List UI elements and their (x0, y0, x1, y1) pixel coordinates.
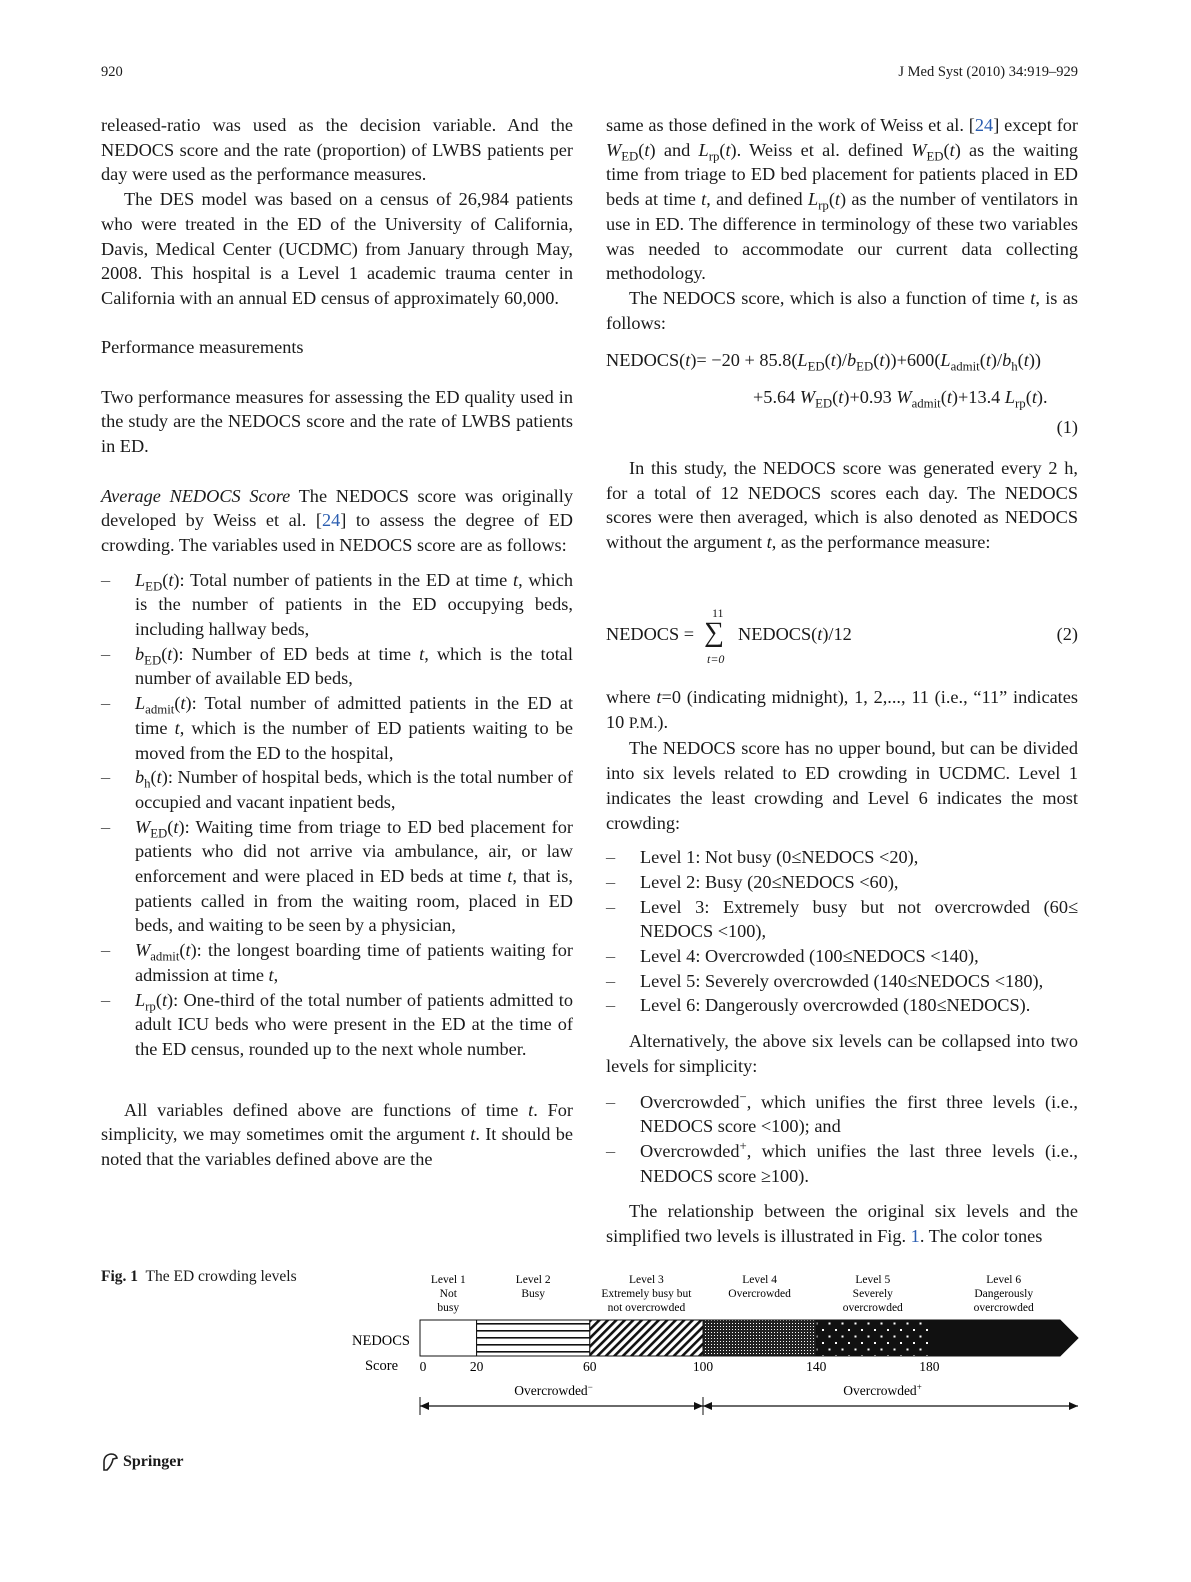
publisher-name: Springer (123, 1453, 184, 1470)
italic-text: t (167, 643, 173, 664)
figure-caption-text: The ED crowding levels (145, 1268, 297, 1285)
level-segment (477, 1320, 590, 1356)
italic-text: t (725, 139, 731, 160)
axis-label-score: Score (364, 1358, 398, 1374)
paragraph: Alternatively, the above six levels can be collapsed into two levels for simplicity: (606, 1031, 1078, 1076)
page-number: 920 (101, 64, 123, 80)
level-label: Level 2 (515, 1274, 551, 1286)
italic-text: L (1004, 387, 1016, 407)
italic-text: t (161, 989, 168, 1010)
equation-1-line-2: +5.64 $W_{ED}(t)+0.93$ $W_{admit}(t)+13.4$ $L_{rp}(t)$. (753, 387, 1048, 411)
figure-label: Fig. 1 (101, 1268, 139, 1285)
italic-text: L (135, 989, 146, 1010)
subscript: rp (145, 999, 156, 1014)
italic-text: t (156, 767, 162, 788)
group-label: Overcrowded+ (843, 1382, 922, 1398)
level-label: Level 3 (628, 1274, 664, 1286)
subscript: rp (1015, 396, 1026, 411)
list-item: – $b_{ED}(t)$: Number of ED beds at time t, which is the total number of available ED beds, (101, 642, 573, 691)
italic-text: t (656, 687, 662, 707)
italic-text: t (817, 624, 823, 644)
subscript: ED (815, 396, 833, 411)
list-item: – $W_{ED}(t)$: Waiting time from triage to ED bed placement for patients who did not arrive via ambulance, air, or law enforcement and were placed in ED beds at time t, that is, patients called in from the waiting room, placed in ED beds, and waiting to be seen by a physician, (101, 815, 573, 939)
italic-text: t (1030, 287, 1036, 308)
subscript: admit (150, 949, 180, 964)
subscript: admit (950, 359, 980, 374)
subscript: ED (144, 653, 162, 668)
subscript: h (144, 776, 151, 791)
list-item: – $L_{ED}(t)$: Total number of patients in the ED at time t, which is the number of patients in the ED occupying beds, including hallway beds, (101, 568, 573, 642)
subscript: admit (145, 702, 175, 717)
arrow-head-left (420, 1402, 429, 1410)
paragraph: released-ratio was used as the decision variable. And the NEDOCS score and the rate (proportion) of LWBS patients per day were used as the performance measures. (101, 115, 573, 185)
equation-2-rhs: NEDOCS(t)/12 (738, 624, 852, 644)
italic-text: t (949, 139, 955, 160)
italic-text: L (940, 350, 951, 370)
level-segment (703, 1320, 816, 1356)
level-label: busy (437, 1302, 460, 1314)
italic-text: t (528, 1099, 534, 1120)
italic-text: t (1031, 387, 1037, 407)
italic-text: t (946, 387, 952, 407)
equation-2-lhs: NEDOCS = (606, 624, 695, 644)
list-item: – $L_{rp}(t)$: One-third of the total number of patients admitted to adult ICU beds who were present in the ED at the time of the ED census, rounded up to the next whole number. (101, 988, 573, 1062)
italic-text: t (701, 189, 707, 210)
list-item: – Level 4: Overcrowded (100≤NEDOCS <140), (606, 944, 1078, 969)
running-header: J Med Syst (2010) 34:919–929 (898, 64, 1078, 80)
list-item: – Level 5: Severely overcrowded (140≤NEDOCS <180), (606, 969, 1078, 994)
superscript: + (739, 1138, 747, 1153)
springer-horse-icon (101, 1452, 119, 1472)
italic-text: W (799, 387, 816, 407)
list-item: – $W_{admit}(t)$: the longest boarding time of patients waiting for admission at time t, (101, 938, 573, 987)
subscript: rp (818, 198, 829, 213)
italic-text: t (470, 1124, 476, 1145)
tick-label: 140 (806, 1359, 827, 1374)
paragraph: same as those defined in the work of Weiss et al. [24] except for $W_{ED}(t)$ and $L_{rp}(t)$. Weiss et al. defined $W_{ED}(t)$ as the waiting time from triage to ED bed placement for patients placed in ED beds at time t, and defined $L_{rp}(t)$ as the number of ventilators in use in ED. The difference in terminology of these two variables was needed to accommodate our current data collecting methodology. (606, 115, 1079, 284)
paragraph: All variables defined above are functions of time t. For simplicity, we may sometimes omit the argument t. It should be noted that the variables defined above are the (101, 1099, 573, 1170)
italic-text: t (830, 350, 836, 370)
level-label: overcrowded (973, 1302, 1034, 1314)
italic-text: L (698, 139, 709, 160)
paragraph: Two performance measures for assessing the ED quality used in the study are the NEDOCS score and the rate of LWBS patients in ED. (101, 386, 573, 457)
level-label: Level 4 (742, 1274, 778, 1286)
italic-text: t (180, 693, 186, 714)
italic-text: L (797, 350, 808, 370)
italic-text: L (807, 189, 819, 210)
italic-text: L (135, 569, 146, 590)
level-label: not overcrowded (607, 1302, 686, 1314)
italic-text: t (168, 569, 174, 590)
level-label: Level 1 (430, 1274, 466, 1286)
level-label: Level 5 (855, 1274, 891, 1286)
subscript: ED (621, 149, 639, 164)
italic-text: W (896, 387, 912, 407)
level-label: overcrowded (842, 1302, 903, 1314)
list-item: – Overcrowded+, which unifies the last three levels (i.e., NEDOCS score ≥100). (606, 1139, 1078, 1188)
level-segment (816, 1320, 929, 1356)
summation-symbol: ∑ (704, 617, 724, 648)
level-label: Overcrowded (728, 1288, 791, 1300)
paragraph: where t=0 (indicating midnight), 1, 2,..., 11 (i.e., “11” indicates 10 P.M.). (606, 687, 1078, 732)
subscript: ED (856, 359, 874, 374)
reference-link[interactable]: 1 (910, 1226, 920, 1247)
italic-text: b (135, 767, 145, 788)
subscript: admit (911, 396, 941, 411)
level-label: Level 6 (986, 1274, 1022, 1286)
list-item: – Overcrowded−, which unifies the first three levels (i.e., NEDOCS score <100); and (606, 1090, 1078, 1139)
italic-text: b (1002, 350, 1012, 370)
italic-text: t (174, 717, 180, 738)
level-label: Dangerously (974, 1288, 1034, 1300)
italic-text: t (173, 816, 179, 837)
italic-text: t (512, 569, 519, 590)
list-item: – Level 3: Extremely busy but not overcrowded (60≤ NEDOCS <100), (606, 895, 1078, 944)
equation-1-number: (1) (1056, 417, 1078, 437)
tick-label: 60 (583, 1359, 597, 1374)
paragraph: In this study, the NEDOCS score was generated every 2 h, for a total of 12 NEDOCS scores each day. The NEDOCS scores were then averaged, which is also denoted as NEDOCS without the argument t, as the performance measure: (606, 458, 1078, 553)
italic-text: t (766, 532, 772, 553)
italic-text: t (685, 350, 691, 370)
reference-link[interactable]: 24 (321, 510, 341, 531)
reference-link[interactable]: 24 (974, 115, 994, 135)
publisher-logo (101, 1452, 183, 1472)
arrow-head-right (1069, 1402, 1078, 1410)
paragraph: The NEDOCS score has no upper bound, but can be divided into six levels related to ED crowding in UCDMC. Level 1 indicates the least crowding and Level 6 indicates the most crowding: (606, 738, 1078, 833)
italic-text: L (135, 693, 146, 714)
italic-text: W (911, 139, 927, 160)
italic-text: t (834, 189, 840, 210)
italic-text: t (507, 866, 513, 887)
list-item: – $L_{admit}(t)$: Total number of admitted patients in the ED at time t, which is the number of ED patients waiting to be moved from the ED to the hospital, (101, 691, 573, 765)
section-heading: Performance measurements (101, 337, 304, 358)
subscript: h (1011, 359, 1018, 374)
italic-text: t (419, 643, 425, 664)
level-segment (420, 1320, 477, 1356)
list-item: – $b_h(t)$: Number of hospital beds, which is the total number of occupied and vacant inpatient beds, (101, 765, 573, 814)
subscript: ED (150, 826, 168, 841)
sum-lower-limit: t=0 (707, 652, 725, 666)
list-item: – Level 6: Dangerously overcrowded (180≤NEDOCS). (606, 993, 1078, 1018)
italic-text: W (135, 940, 151, 961)
level-segment (929, 1320, 1078, 1356)
italic-text: t (644, 139, 650, 160)
equation-2-number: (2) (1056, 624, 1078, 644)
tick-label: 20 (469, 1359, 484, 1374)
italic-text: b (847, 350, 857, 370)
italic-text: b (135, 643, 145, 664)
subscript: rp (708, 149, 720, 164)
tick-label: 100 (692, 1359, 714, 1374)
italic-text: t (185, 940, 191, 961)
italic-text: t (838, 387, 844, 407)
group-label: Overcrowded− (514, 1382, 593, 1398)
italic-text: Average NEDOCS Score (101, 485, 291, 506)
tick-label: 180 (919, 1359, 940, 1374)
italic-text: t (985, 350, 991, 370)
italic-text: t (879, 350, 885, 370)
tick-label: 0 (419, 1359, 427, 1374)
arrow-head-right (694, 1402, 703, 1410)
level-label: Busy (521, 1288, 546, 1300)
paragraph: The DES model was based on a census of 26,984 patients who were treated in the ED of the University of California, Davis, Medical Center (UCDMC) from January through May, 2008. This hospital is a Level 1 academic trauma center in California with an annual ED census of approximately 60,000. (101, 189, 573, 308)
italic-text: t (268, 964, 274, 985)
paragraph: The relationship between the original six levels and the simplified two levels is illustrated in Fig. 1. The color tones (606, 1201, 1078, 1247)
italic-text: W (606, 139, 622, 160)
level-label: Severely (852, 1288, 893, 1300)
level-label: Extremely busy but (601, 1288, 692, 1300)
list-item: – Level 1: Not busy (0≤NEDOCS <20), (606, 845, 1078, 870)
list-item: – Level 2: Busy (20≤NEDOCS <60), (606, 870, 1078, 895)
italic-text: t (1023, 350, 1029, 370)
italic-text: W (135, 816, 151, 837)
paragraph: Average NEDOCS Score The NEDOCS score was originally developed by Weiss et al. [24] to assess the degree of ED crowding. The variables used in NEDOCS score are as follows: (101, 485, 574, 555)
superscript: − (739, 1089, 747, 1104)
subscript: ED (807, 359, 825, 374)
axis-label-nedocs: NEDOCS (351, 1333, 410, 1349)
level-segment (590, 1320, 703, 1356)
subscript: ED (926, 149, 944, 164)
sum-upper-limit: 11 (712, 606, 724, 620)
subscript: ED (145, 579, 163, 594)
equation-1-line-1: NEDOCS(t)= $-20 + 85.8(L_{ED}(t)/b_{ED}(t))+600(L_{admit}(t)/b_h(t))$ (606, 350, 1042, 374)
level-label: Not (439, 1288, 457, 1300)
arrow-head-left (703, 1402, 712, 1410)
small-caps-text: P.M. (628, 714, 658, 732)
paragraph: The NEDOCS score, which is also a function of time t, is as follows: (606, 287, 1078, 333)
